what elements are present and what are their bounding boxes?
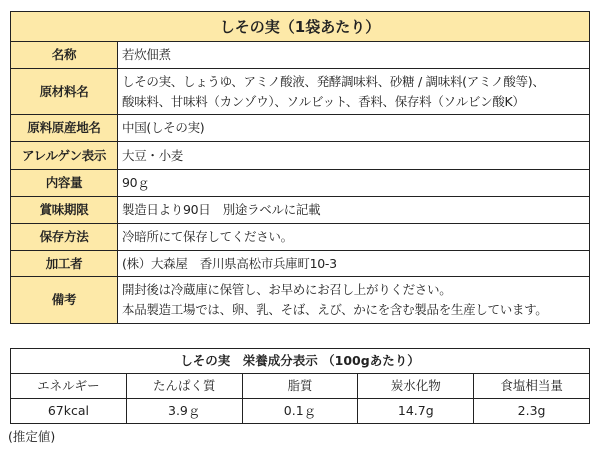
row-value-remarks <box>118 277 590 324</box>
value-line: 中国(しその実) <box>122 120 205 135</box>
row-label-origin: 原料原産地名 <box>11 115 118 142</box>
row-label-content: 内容量 <box>11 170 118 197</box>
product-label-table <box>10 11 590 324</box>
label-table-title: しその実（1袋あたり） <box>11 12 590 42</box>
nutrition-value: 3.9ｇ <box>126 399 242 424</box>
value-line: 冷暗所にて保存してください。 <box>122 229 293 244</box>
value-line: 大豆・小麦 <box>122 147 184 163</box>
row-label-name: 名称 <box>11 42 118 69</box>
value-line: (株）大森屋 香川県高松市兵庫町10-3 <box>122 255 337 271</box>
row-value-processor <box>118 251 590 277</box>
row-value-allergen <box>118 142 590 170</box>
value-line: 90ｇ <box>122 175 150 190</box>
nutrition-header: 脂質 <box>242 374 358 399</box>
nutrition-value: 2.3g <box>474 399 590 424</box>
row-value-origin <box>118 115 590 142</box>
nutrition-header: たんぱく質 <box>126 374 242 399</box>
nutrition-title: しその実 栄養成分表示 （100gあたり） <box>11 349 590 374</box>
row-label-ingredients: 原材料名 <box>11 69 118 115</box>
row-label-expiry: 賞味期限 <box>11 197 118 224</box>
row-label-processor: 加工者 <box>11 251 118 277</box>
value-line: 酸味料、甘味料（カンゾウ）、ソルビット、香料、保存料（ソルビン酸K） <box>122 93 525 109</box>
row-value-name <box>118 42 590 69</box>
nutrition-header: 食塩相当量 <box>474 374 590 399</box>
row-value-expiry <box>118 197 590 224</box>
row-value-content <box>118 170 590 197</box>
nutrition-value: 0.1ｇ <box>242 399 358 424</box>
value-line: 若炊佃煮 <box>122 47 171 62</box>
nutrition-table <box>10 348 590 424</box>
nutrition-header: エネルギー <box>11 374 127 399</box>
value-line: 開封後は冷蔵庫に保管し、お早めにお召し上がりください。 <box>122 282 452 297</box>
value-line: 製造日より90日 別途ラベルに記載 <box>122 202 321 217</box>
row-label-remarks: 備考 <box>11 277 118 324</box>
row-value-storage <box>118 224 590 251</box>
value-line: 本品製造工場では、卵、乳、そば、えび、かにを含む製品を生産しています。 <box>122 302 548 317</box>
row-value-ingredients <box>118 69 590 115</box>
nutrition-value: 67kcal <box>11 399 127 424</box>
nutrition-value: 14.7g <box>358 399 474 424</box>
value-line: しその実、しょうゆ、アミノ酸液、発酵調味料、砂糖 / 調味料(アミノ酸等)、 <box>122 73 545 89</box>
row-label-allergen: アレルゲン表示 <box>11 142 118 170</box>
row-label-storage: 保存方法 <box>11 224 118 251</box>
nutrition-header: 炭水化物 <box>358 374 474 399</box>
estimate-note: (推定値) <box>8 429 56 444</box>
